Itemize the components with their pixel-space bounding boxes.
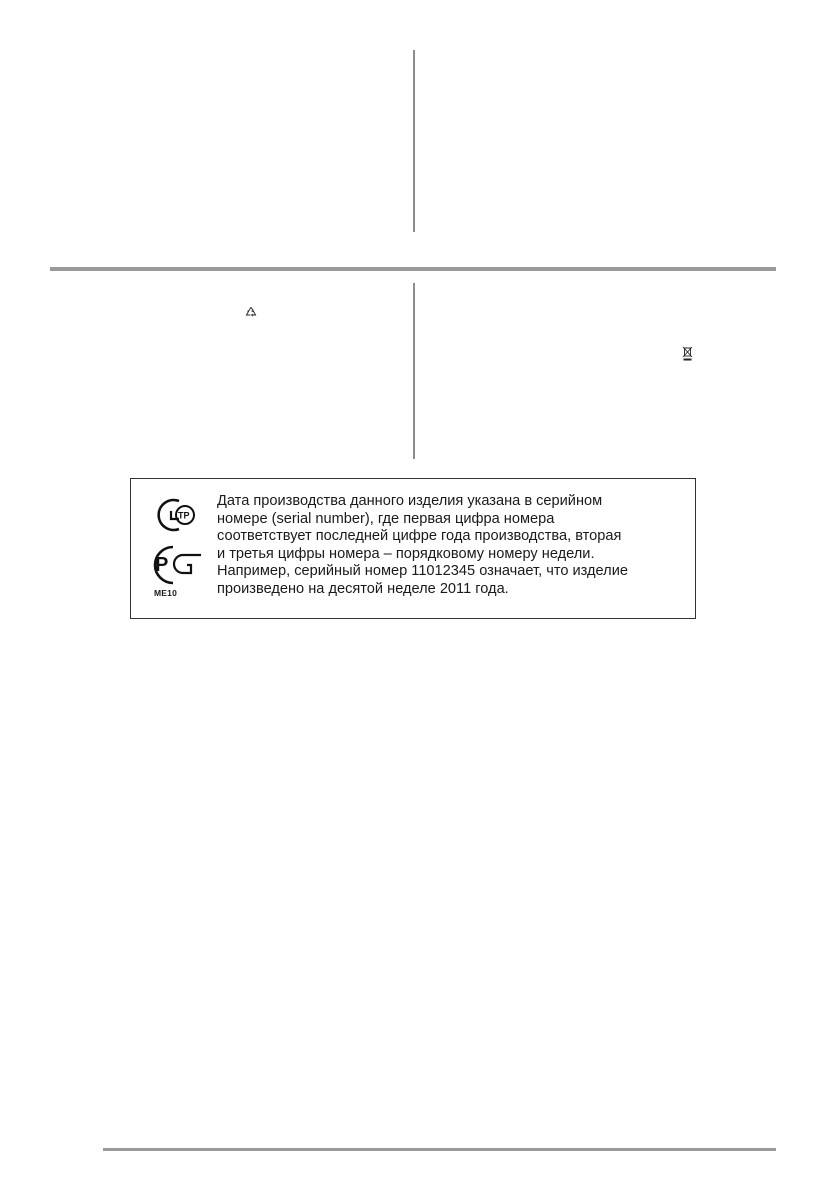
- section-rule: [50, 267, 776, 271]
- note-line: Дата производства данного изделия указана в серийном: [217, 493, 603, 509]
- mark-code: ME10: [154, 588, 178, 598]
- gost-r-mark-icon: [149, 543, 207, 589]
- certification-logos: [149, 495, 207, 605]
- eac-mark-icon: [149, 495, 207, 535]
- recycle-icon: [245, 306, 257, 318]
- column-divider-top: [413, 50, 415, 232]
- footer-rule: [103, 1148, 776, 1151]
- note-line: соответствует последней цифре года производства, вторая: [217, 528, 622, 545]
- manufacture-date-note: [217, 493, 687, 599]
- crossed-bin-icon: [682, 346, 693, 361]
- note-line: номере (serial number), где первая цифра номера: [217, 510, 555, 527]
- eac-mark-letters: ТР: [178, 510, 190, 521]
- gost-mark-letter: Р: [155, 554, 169, 576]
- note-line: и третья цифры номера – порядковому номеру недели.: [217, 545, 595, 562]
- note-line: произведено на десятой неделе 2011 года.: [217, 580, 509, 597]
- column-divider-bottom: [413, 283, 415, 459]
- note-line: Например, серийный номер 11012345 означает, что изделие: [217, 563, 628, 580]
- certification-box: [130, 478, 696, 619]
